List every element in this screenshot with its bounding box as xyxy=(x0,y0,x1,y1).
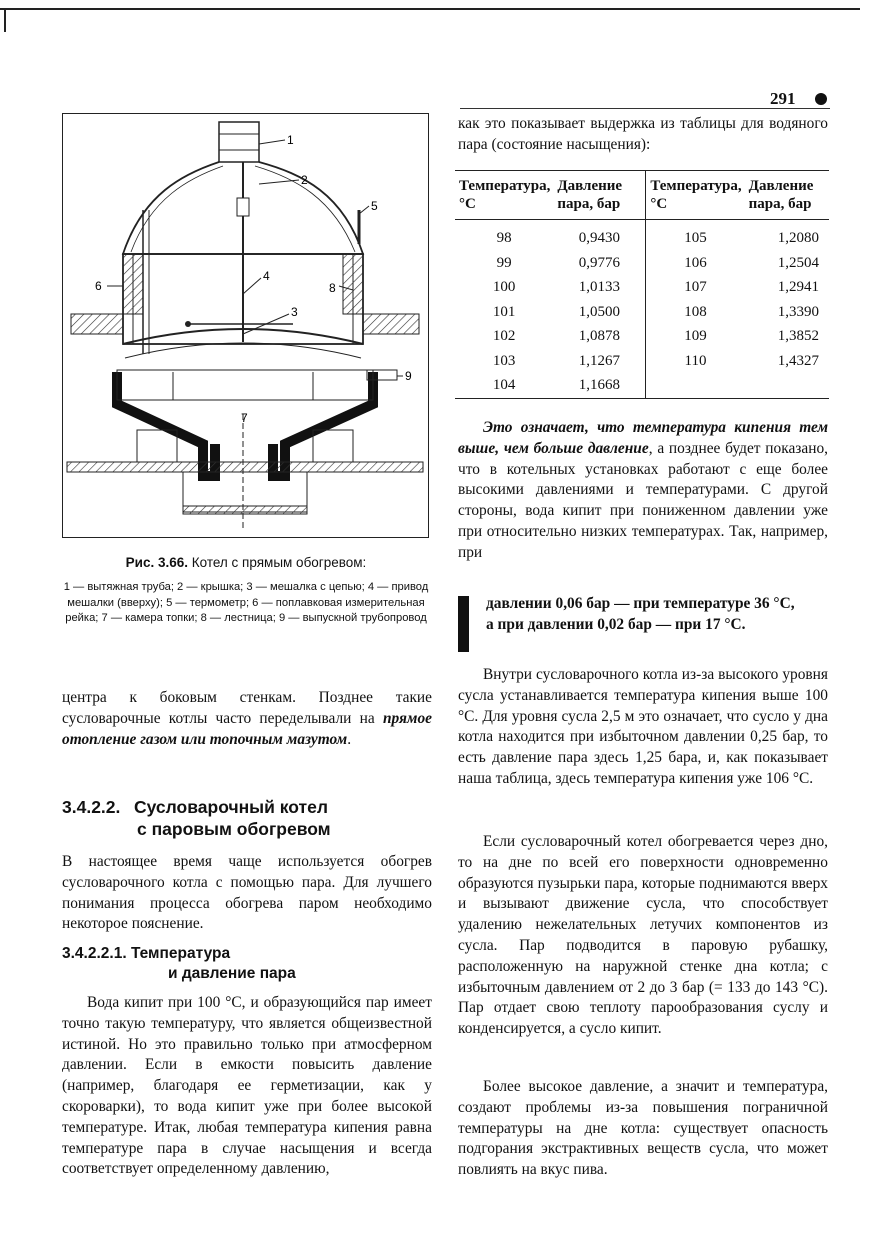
floor xyxy=(67,462,423,472)
cell-temp xyxy=(646,373,745,398)
cell-pressure xyxy=(745,373,829,398)
cell-pressure: 1,2504 xyxy=(777,254,819,271)
header-temp-2: Температура, °С xyxy=(650,178,742,212)
table-row xyxy=(455,300,829,325)
cell-pressure: 1,2941 xyxy=(777,279,819,295)
left-para-2: В настоящее время чаще используется обогрев сусловарочного котла с помощью пара. Для лучшего понимания процесса обогрева паром необходимо некоторое пояснение. xyxy=(62,853,432,933)
caption-title: Котел с прямым обогревом: xyxy=(188,555,367,570)
left-para-3: Вода кипит при 100 °С, и образующийся пар имеет точно такую температуру, что является общеизвестной истиной. Но это правильно только при атмосферном давлении. Если в емкости повысить давление (например, благодаря ее герметизации, как у скороварки), то вода кипит уже при более высокой температуре. Итак, любая температура кипения равна температуре пара в случае насыщения и всегда соответствует определенному давлению, xyxy=(62,994,432,1178)
top-rule xyxy=(0,8,860,10)
callout-2: 2 xyxy=(301,173,308,187)
right-para-3: Если сусловарочный котел обогревается через дно, то на дне по всей его поверхности одновременно образуются пузырьки пара, которые поднимаются вверх и вызывают движение сусла, что способствует удалению нежелательных летучих компонентов из сусла. Пар подводится в паровую рубашку, расположенную на наружной стенке дна котла; с избыточным давлением от 2 до 3 бар (= 133 до 143 °С). Пар отдает свою теплоту парообразования суслу и конденсируется, а сусло кипит. xyxy=(458,833,828,1038)
cell-temp: 107 xyxy=(684,279,707,295)
header-temp-1: Температура, °С xyxy=(459,178,551,212)
cell-temp: 102 xyxy=(492,328,516,344)
kettle-diagram xyxy=(63,114,427,536)
callout-bar xyxy=(458,596,469,652)
cell-pressure: 1,3390 xyxy=(777,303,819,320)
table-row xyxy=(455,324,829,349)
exhaust-pipe xyxy=(219,122,259,162)
table-row xyxy=(455,251,829,276)
steam-table-header xyxy=(455,171,829,220)
cell-pressure: 1,3852 xyxy=(777,328,819,344)
cell-temp: 103 xyxy=(492,352,516,369)
heading-3-4-2-2-1: 3.4.2.2.1. Температура и давление пара xyxy=(62,945,296,982)
callout-5: 5 xyxy=(371,199,378,213)
cell-temp: 110 xyxy=(684,352,707,369)
cell-pressure: 1,1267 xyxy=(553,349,646,374)
cell-temp: 100 xyxy=(492,279,516,295)
callout-7: 7 xyxy=(241,411,248,425)
header-pressure-2: Давление пара, бар xyxy=(748,178,814,212)
right-para-1: Это означает, что температура кипения тем выше, чем больше давление, а позднее будет показано, что в котельных установках работают с еще более высокими давлениями и температурами. С другой стороны, вода кипит при пониженном давлении уже при относительно низких температурах. Так, например, при xyxy=(458,419,828,561)
heading-3-4-2-2: 3.4.2.2. Сусловарочный котел с паровым обогревом xyxy=(62,797,331,839)
page-bullet-icon xyxy=(815,93,827,105)
callout-text: давлении 0,06 бар — при температуре 36 °С, а при давлении 0,02 бар — при 17 °С. xyxy=(486,595,795,633)
steam-table xyxy=(455,170,829,399)
table-row xyxy=(455,349,829,374)
cell-temp: 104 xyxy=(492,377,516,393)
caption-label: Рис. 3.66. xyxy=(125,555,189,570)
right-para-2: Внутри сусловарочного котла из-за высокого уровня сусла устанавливается температура кипения выше 100 °С. Для уровня сусла 2,5 м это означает, что сусло у дна котла находится при избыточном давлении 0,25 бар, то есть давление пара здесь 1,25 бара, и, как показывает наша таблица, здесь температура кипения уже 106 °С. xyxy=(458,666,828,787)
table-row xyxy=(455,220,829,251)
cell-pressure: 1,1668 xyxy=(553,373,646,398)
cell-temp: 106 xyxy=(684,254,707,271)
callout-3: 3 xyxy=(291,305,298,319)
cell-temp: 109 xyxy=(684,328,707,344)
right-para-4: Более высокое давление, а значит и температура, создают проблемы из-за повышения пограничной температуры на дне котла: существует опасность подгорания экстрактивных веществ сусла, что может повлиять на вкус пива. xyxy=(458,1078,828,1179)
caption-legend: 1 — вытяжная труба; 2 — крышка; 3 — мешалка с цепью; 4 — привод мешалки (вверху); 5 — термометр; 6 — поплавковая измерительная рейка; 7 — камера топки; 8 — лестница; 9 — выпускной трубопровод xyxy=(63,581,429,624)
table-row xyxy=(455,275,829,300)
cell-pressure: 1,4327 xyxy=(777,352,819,369)
cell-temp: 98 xyxy=(496,230,512,246)
header-pressure-1: Давление пара, бар xyxy=(553,171,646,220)
callout-8: 8 xyxy=(329,281,336,295)
cell-temp: 108 xyxy=(684,303,707,320)
cell-pressure: 1,0133 xyxy=(553,275,646,300)
callout-9: 9 xyxy=(405,369,412,383)
kettle-figure xyxy=(62,113,429,538)
table-row xyxy=(455,373,829,398)
figure-caption xyxy=(60,555,432,627)
corner-mark xyxy=(4,10,6,32)
left-para-1: центра к боковым стенкам. Позднее такие сусловарочные котлы часто переделывали на прямое отопление газом или топочным мазутом. xyxy=(62,689,432,748)
cell-pressure: 1,2080 xyxy=(777,230,819,246)
header-rule xyxy=(460,108,830,109)
cell-temp: 105 xyxy=(684,230,707,246)
cell-temp: 101 xyxy=(492,303,516,320)
emphasis-boiling: Это означает, что температура кипения тем выше, чем больше давление xyxy=(458,419,828,457)
emphasis-direct-heating: прямое отопление газом или топочным мазутом xyxy=(62,709,432,748)
cell-pressure: 0,9776 xyxy=(553,251,646,276)
callout-1: 1 xyxy=(287,133,294,147)
cell-temp: 99 xyxy=(496,254,512,271)
cell-pressure: 1,0878 xyxy=(553,324,646,349)
callout-4: 4 xyxy=(263,269,270,283)
right-intro: как это показывает выдержка из таблицы для водяного пара (состояние насыщения): xyxy=(458,115,828,153)
callout-6: 6 xyxy=(95,279,102,293)
page-number: 291 xyxy=(770,89,796,108)
cell-pressure: 1,0500 xyxy=(553,300,646,325)
cell-pressure: 0,9430 xyxy=(553,220,646,251)
